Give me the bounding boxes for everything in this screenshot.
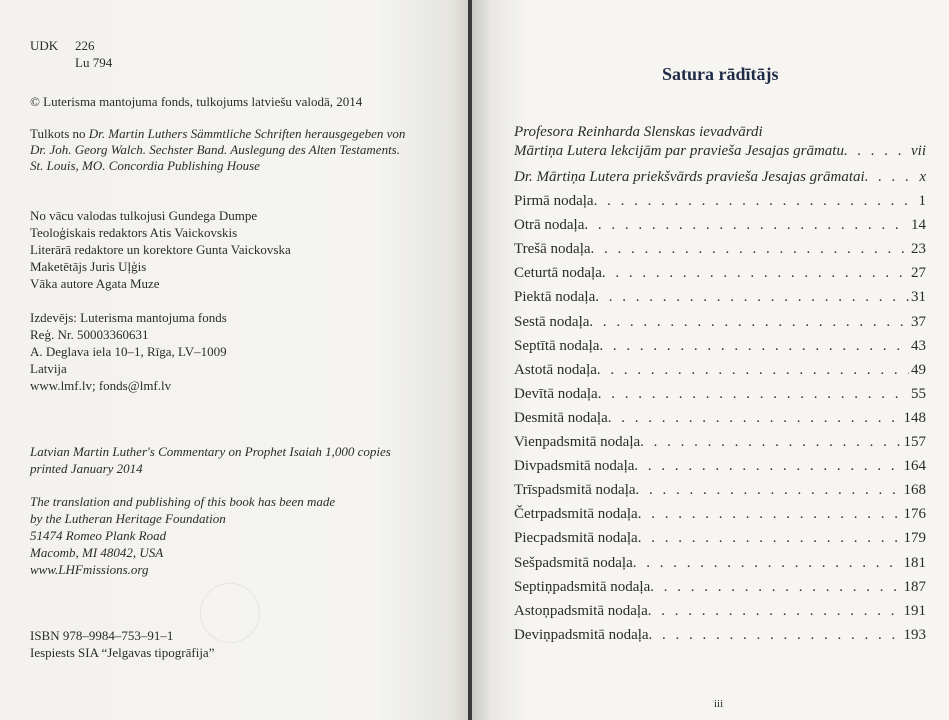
toc-chapter-entry — [514, 361, 926, 379]
toc-chapter-page: 14 — [911, 217, 926, 233]
toc-dot-leader — [597, 361, 909, 379]
publisher-web: www.lmf.lv; fonds@lmf.lv — [30, 378, 172, 393]
toc-chapter-entry — [514, 385, 926, 403]
foundation-address: 51474 Romeo Plank Road — [30, 528, 167, 543]
toc-chapter-label: Divpadsmitā nodaļa — [514, 458, 635, 474]
toc-dot-leader — [634, 457, 901, 475]
toc-dot-leader — [598, 385, 909, 403]
toc-chapter-page: 37 — [911, 314, 926, 330]
source-title-line1: Dr. Martin Luthers Sämmtliche Schriften herausgegeben von — [88, 126, 406, 141]
toc-chapter-label: Ceturtā nodaļa — [514, 265, 602, 281]
english-note-line1: Latvian Martin Luther's Commentary on Prophet Isaiah 1,000 copies — [30, 444, 391, 459]
toc-entry-preface — [514, 168, 926, 186]
toc-chapter-label: Piektā nodaļa — [514, 289, 596, 305]
toc-chapter-label: Septītā nodaļa — [514, 338, 600, 354]
toc-dot-leader — [584, 216, 909, 234]
toc-dot-leader — [599, 337, 909, 355]
toc-chapter-label: Astoņpadsmitā nodaļa — [514, 603, 648, 619]
toc-chapter-label: Pirmā nodaļa — [514, 193, 594, 209]
toc-dot-leader — [589, 313, 909, 331]
toc-dot-leader — [648, 602, 902, 620]
toc-dot-leader — [608, 409, 902, 427]
toc-chapter-entry — [514, 505, 926, 523]
toc-chapter-page: 193 — [903, 627, 926, 643]
foundation-line2: by the Lutheran Heritage Foundation — [30, 511, 226, 526]
toc-chapter-entry — [514, 409, 926, 427]
toc-chapter-page: 176 — [903, 506, 926, 522]
source-publisher: St. Louis, MO. Concordia Publishing House — [30, 158, 260, 173]
toc-dot-leader — [595, 288, 909, 306]
toc-entry-label: Mārtiņa Lutera lekcijām par pravieša Jesajas grāmatu — [514, 143, 844, 159]
credit-cover: Vāka autore Agata Muze — [30, 276, 160, 291]
toc-chapter-entry — [514, 529, 926, 547]
toc-chapter-label: Piecpadsmitā nodaļa — [514, 530, 638, 546]
toc-chapter-page: 31 — [911, 289, 926, 305]
udk-code-secondary: Lu 794 — [75, 55, 113, 70]
toc-dot-leader — [591, 240, 909, 258]
toc-chapter-page: 164 — [903, 458, 926, 474]
toc-chapter-entry — [514, 288, 926, 306]
toc-chapter-label: Četrpadsmitā nodaļa — [514, 506, 638, 522]
foundation-web: www.LHFmissions.org — [30, 562, 149, 577]
toc-dot-leader — [640, 433, 901, 451]
toc-chapter-entry — [514, 602, 926, 620]
translated-from-prefix: Tulkots no — [30, 126, 86, 141]
toc-title: Satura rādītājs — [662, 64, 779, 84]
toc-chapter-page: 43 — [911, 338, 926, 354]
toc-chapter-entry — [514, 457, 926, 475]
toc-chapter-entry — [514, 554, 926, 572]
toc-chapter-label: Astotā nodaļa — [514, 362, 597, 378]
printer: Iespiests SIA “Jelgavas tipogrāfija” — [30, 645, 215, 660]
toc-chapter-label: Sešpadsmitā nodaļa — [514, 555, 633, 571]
toc-chapter-label: Deviņpadsmitā nodaļa — [514, 627, 649, 643]
toc-dot-leader — [649, 626, 902, 644]
credit-literary-editor: Literārā redaktore un korektore Gunta Vaickovska — [30, 242, 291, 257]
toc-dot-leader — [602, 264, 909, 282]
credit-translator: No vācu valodas tulkojusi Gundega Dumpe — [30, 208, 258, 223]
toc-entry-page: x — [919, 169, 926, 185]
toc-chapter-entry — [514, 216, 926, 234]
toc-dot-leader — [865, 168, 918, 186]
toc-entry-page: vii — [911, 143, 926, 159]
toc-chapter-label: Vienpadsmitā nodaļa — [514, 434, 641, 450]
toc-dot-leader — [638, 505, 902, 523]
toc-entry-intro — [514, 142, 926, 160]
publisher-reg-number: Reģ. Nr. 50003360631 — [30, 327, 149, 342]
foundation-line1: The translation and publishing of this book has been made — [30, 494, 336, 509]
english-note-line2: printed January 2014 — [30, 461, 143, 476]
toc-chapter-page: 148 — [903, 410, 926, 426]
udk-label: UDK — [30, 38, 59, 53]
toc-dot-leader — [844, 142, 909, 160]
toc-chapter-page: 55 — [911, 386, 926, 402]
toc-dot-leader — [594, 192, 917, 210]
toc-dot-leader — [633, 554, 902, 572]
toc-chapter-page: 49 — [911, 362, 926, 378]
toc-chapter-page: 187 — [903, 579, 926, 595]
left-page — [0, 0, 470, 720]
toc-chapter-label: Trešā nodaļa — [514, 241, 591, 257]
toc-chapter-page: 157 — [903, 434, 926, 450]
publisher-name: Izdevējs: Luterisma mantojuma fonds — [30, 310, 227, 325]
page-number: iii — [714, 698, 724, 710]
udk-code: 226 — [75, 38, 95, 53]
toc-chapter-page: 168 — [903, 482, 926, 498]
toc-entry-label: Dr. Mārtiņa Lutera priekšvārds pravieša Jesajas grāmatai — [514, 169, 865, 185]
toc-chapter-entry — [514, 313, 926, 331]
toc-chapter-label: Sestā nodaļa — [514, 314, 590, 330]
faded-seal-mark — [200, 583, 260, 643]
toc-chapter-label: Trīspadsmitā nodaļa — [514, 482, 636, 498]
toc-chapter-entry — [514, 192, 926, 210]
toc-chapter-entry — [514, 240, 926, 258]
toc-chapter-label: Devītā nodaļa — [514, 386, 598, 402]
toc-chapter-page: 181 — [903, 555, 926, 571]
toc-intro-line1: Profesora Reinharda Slenskas ievadvārdi — [514, 124, 763, 140]
toc-chapter-entry — [514, 578, 926, 596]
toc-chapter-entry — [514, 337, 926, 355]
toc-chapter-page: 27 — [911, 265, 926, 281]
isbn: ISBN 978–9984–753–91–1 — [30, 628, 174, 643]
toc-chapter-label: Otrā nodaļa — [514, 217, 585, 233]
toc-chapter-page: 191 — [903, 603, 926, 619]
source-title-line2: Dr. Joh. Georg Walch. Sechster Band. Auslegung des Alten Testaments. — [30, 142, 400, 157]
toc-chapter-entry — [514, 264, 926, 282]
foundation-city: Macomb, MI 48042, USA — [30, 545, 164, 560]
toc-chapter-page: 179 — [903, 530, 926, 546]
toc-chapter-label: Desmitā nodaļa — [514, 410, 608, 426]
credit-layout: Maketētājs Juris Uļģis — [30, 259, 147, 274]
toc-dot-leader — [636, 481, 902, 499]
toc-chapter-page: 1 — [918, 193, 926, 209]
toc-chapter-entry — [514, 481, 926, 499]
toc-chapter-entry — [514, 433, 926, 451]
toc-dot-leader — [650, 578, 901, 596]
toc-chapter-label: Septiņpadsmitā nodaļa — [514, 579, 651, 595]
toc-dot-leader — [638, 529, 902, 547]
toc-chapter-entry — [514, 626, 926, 644]
publisher-country: Latvija — [30, 361, 67, 376]
publisher-address: A. Deglava iela 10–1, Rīga, LV–1009 — [30, 344, 227, 359]
translated-from-line1 — [30, 126, 405, 142]
copyright-notice: © Luterisma mantojuma fonds, tulkojums latviešu valodā, 2014 — [30, 94, 363, 109]
credit-theological-editor: Teoloģiskais redaktors Atis Vaickovskis — [30, 225, 238, 240]
toc-chapter-page: 23 — [911, 241, 926, 257]
